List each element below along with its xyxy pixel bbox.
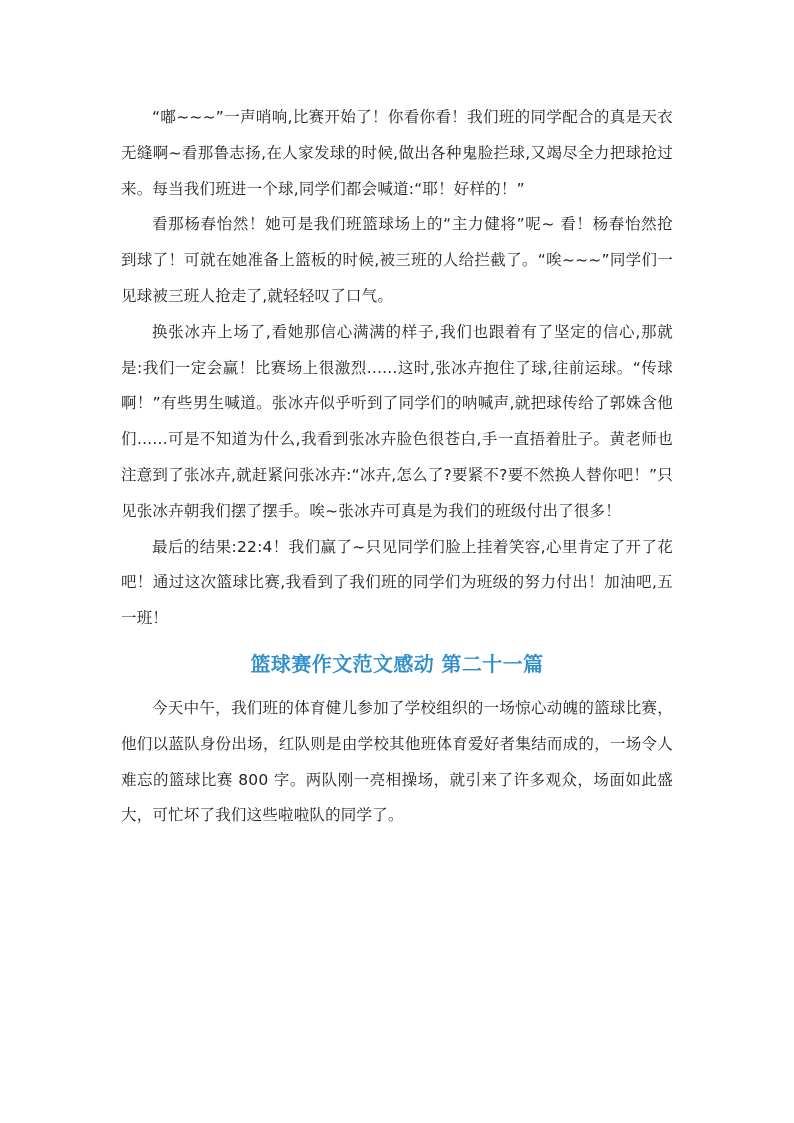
paragraph-match-start: “嘟~~~”一声哨响,比赛开始了！你看你看！我们班的同学配合的真是天衣无缝啊~看那鲁志扬,在人家发球的时候,做出各种鬼脸拦球,又竭尽全力把球抢过来。每当我们班进一个球,同学们都会喊道:“耶！好样的！” bbox=[121, 108, 673, 198]
section-heading: 篮球赛作文范文感动 第二十一篇 bbox=[250, 651, 544, 676]
paragraph-noon-game: 今天中午，我们班的体育健儿参加了学校组织的一场惊心动魄的篮球比赛，他们以蓝队身份出场，红队则是由学校其他班体育爱好者集结而成的，一场令人难忘的篮球比赛 800 字。两队刚一亮相操场，就引来了许多观众，场面如此盛大，可忙坏了我们这些啦啦队的同学了。 bbox=[121, 698, 673, 825]
document-page bbox=[121, 100, 673, 834]
paragraph-zhang-binghui: 换张冰卉上场了,看她那信心满满的样子,我们也跟着有了坚定的信心,那就是:我们一定会赢！比赛场上很激烈......这时,张冰卉抱住了球,往前运球。“传球啊！”有些男生喊道。张冰卉似乎听到了同学们的呐喊声,就把球传给了郭姝含他们......可是不知道为什么,我看到张冰卉脸色很苍白,手一直捂着肚子。黄老师也注意到了张冰卉,就赶紧问张冰卉:“冰卉,怎么了?要紧不?要不然换人替你吧！”只见张冰卉朝我们摆了摆手。唉~张冰卉可真是为我们的班级付出了很多！ bbox=[121, 322, 673, 520]
paragraph-final-result: 最后的结果:22:4！我们赢了~只见同学们脸上挂着笑容,心里肯定了开了花吧！通过这次篮球比赛,我看到了我们班的同学们为班级的努力付出！加油吧,五一班！ bbox=[121, 537, 673, 628]
paragraph-yang-chunyi: 看那杨春怡然！她可是我们班篮球场上的“主力健将”呢~ 看！杨春怡然抢到球了！可就在她准备上篮板的时候,被三班的人给拦截了。“唉~~~”同学们一见球被三班人抢走了,就轻轻叹了口气。 bbox=[121, 215, 673, 305]
